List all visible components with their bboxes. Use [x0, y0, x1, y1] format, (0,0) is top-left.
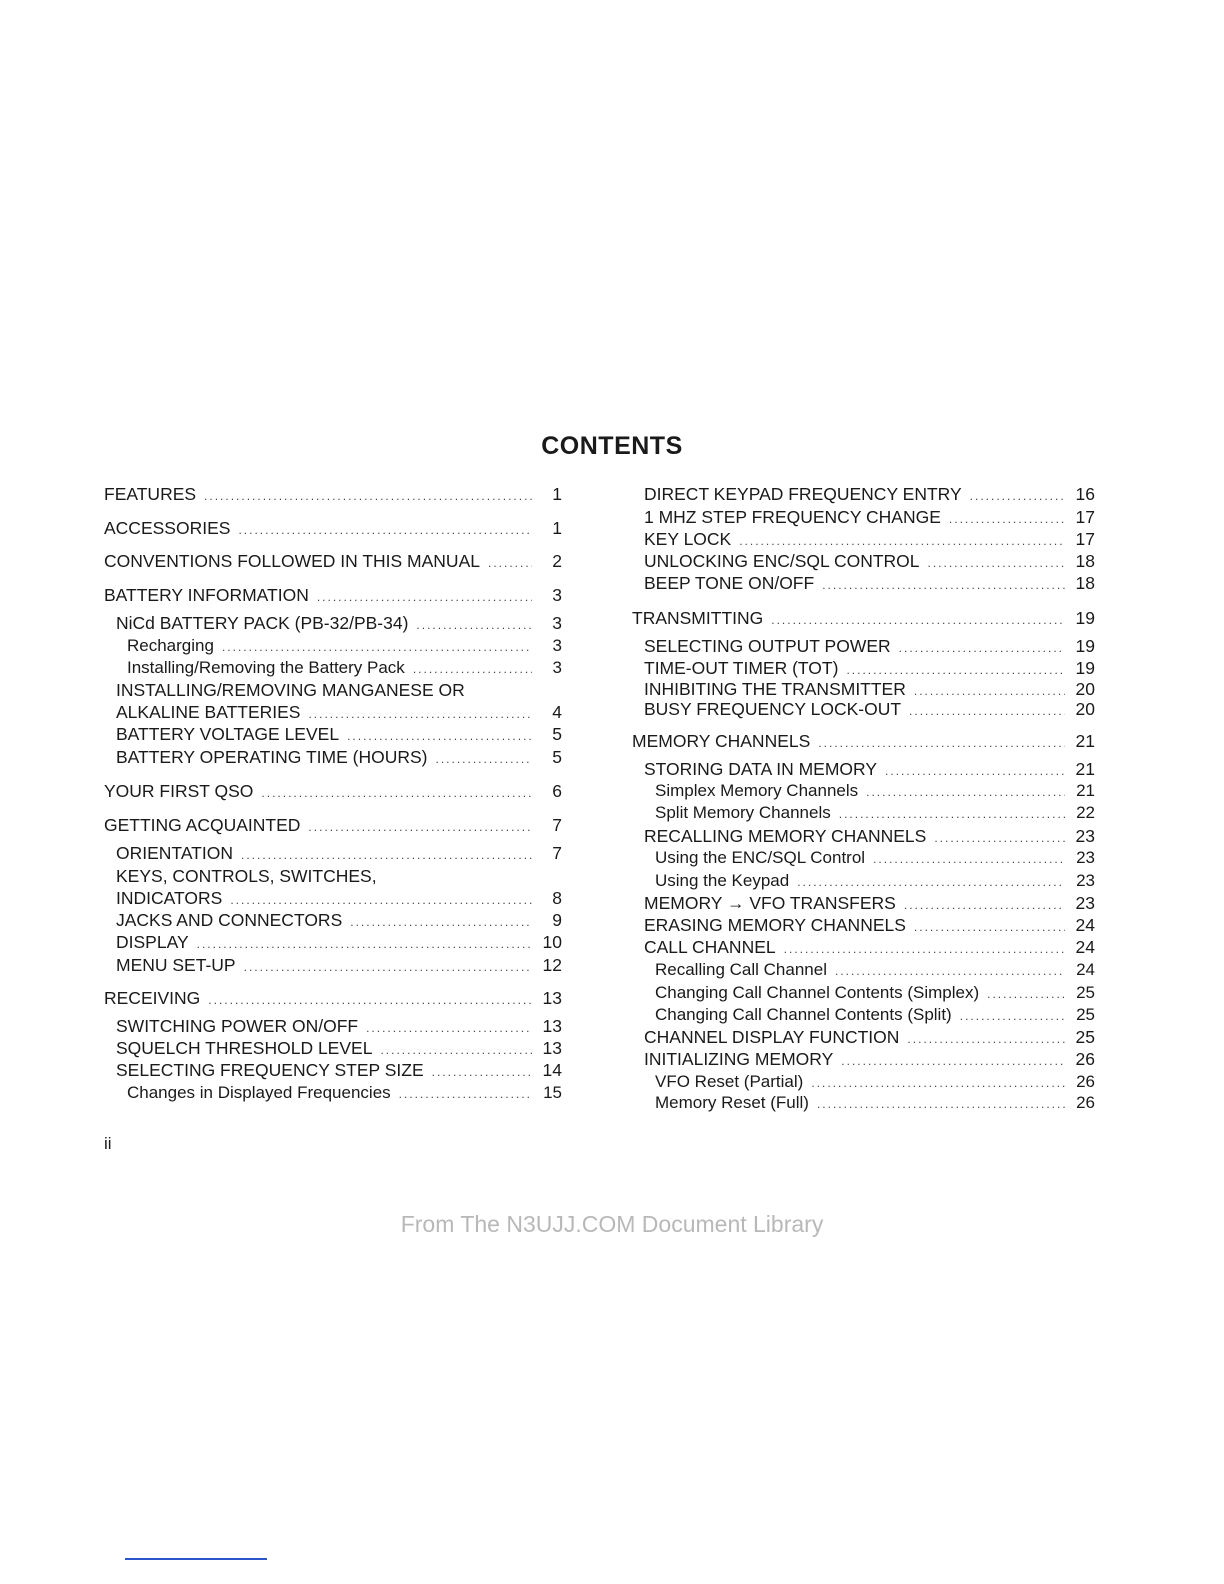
toc-entry-title: KEYS, CONTROLS, SWITCHES, [116, 866, 377, 886]
toc-entry-page: 19 [1075, 608, 1095, 628]
toc-leader-dots [739, 534, 1065, 548]
toc-leader-dots [899, 641, 1065, 655]
toc-leader-dots [797, 875, 1065, 889]
toc-leader-dots [835, 964, 1065, 978]
toc-entry-page: 25 [1076, 1005, 1095, 1024]
toc-entry [104, 1083, 562, 1105]
toc-entry-page: 4 [552, 702, 562, 722]
toc-leader-dots [914, 920, 1065, 934]
toc-leader-dots [846, 663, 1065, 677]
toc-entry-title: Using the Keypad [655, 871, 790, 890]
toc-leader-dots [822, 578, 1065, 592]
toc-entry-title: GETTING ACQUAINTED [104, 815, 301, 835]
toc-entry-page: 13 [542, 988, 562, 1008]
toc-entry-page: 26 [1076, 1093, 1095, 1112]
toc-entry [104, 1060, 562, 1082]
toc-entry-title: ERASING MEMORY CHANNELS [644, 915, 906, 935]
toc-entry-title: DIRECT KEYPAD FREQUENCY ENTRY [644, 484, 962, 504]
toc-entry [632, 608, 1095, 630]
toc-entry [104, 910, 562, 932]
toc-entry-page: 7 [552, 815, 562, 835]
toc-entry [632, 573, 1095, 595]
toc-entry [632, 731, 1095, 753]
toc-entry [632, 529, 1095, 551]
toc-entry [104, 955, 562, 977]
toc-entry-page: 21 [1075, 759, 1095, 779]
toc-entry-page: 16 [1075, 484, 1095, 504]
toc-entry [104, 658, 562, 680]
toc-entry [632, 937, 1095, 959]
toc-entry [104, 724, 562, 746]
toc-leader-dots [347, 729, 532, 743]
toc-entry [104, 680, 562, 702]
toc-entry-title: JACKS AND CONNECTORS [116, 910, 343, 930]
toc-leader-dots [308, 820, 532, 834]
toc-entry-page: 21 [1075, 731, 1095, 751]
toc-entry-title: Changing Call Channel Contents (Simplex) [655, 983, 980, 1002]
toc-entry-page: 1 [552, 484, 562, 504]
toc-entry-title: Installing/Removing the Battery Pack [127, 658, 405, 677]
toc-entry-title: RECEIVING [104, 988, 201, 1008]
toc-entry-page: 5 [552, 724, 562, 744]
toc-entry-page: 26 [1076, 1072, 1095, 1091]
toc-entry [632, 915, 1095, 937]
toc-entry-title: BEEP TONE ON/OFF [644, 573, 815, 593]
toc-entry-page: 18 [1075, 551, 1095, 571]
toc-leader-dots [435, 752, 532, 766]
toc-entry-title: BATTERY INFORMATION [104, 585, 309, 605]
toc-entry [104, 518, 562, 540]
toc-entry [104, 988, 562, 1010]
toc-entry-page: 21 [1076, 781, 1095, 800]
toc-entry [104, 888, 562, 910]
toc-leader-dots [949, 512, 1065, 526]
toc-entry [632, 1005, 1095, 1027]
toc-leader-dots [197, 937, 532, 951]
toc-entry [104, 932, 562, 954]
toc-entry-title: INHIBITING THE TRANSMITTER [644, 679, 906, 699]
toc-entry [632, 848, 1095, 870]
toc-entry [632, 893, 1095, 915]
toc-leader-dots [904, 898, 1065, 912]
toc-entry [632, 759, 1095, 781]
toc-entry-page: 14 [542, 1060, 562, 1080]
toc-entry-title: TIME-OUT TIMER (TOT) [644, 658, 839, 678]
toc-leader-dots [818, 736, 1065, 750]
toc-leader-dots [222, 640, 532, 654]
toc-entry-page: 3 [552, 636, 562, 655]
toc-leader-dots [244, 960, 532, 974]
page-title: CONTENTS [541, 432, 683, 460]
toc-entry-title: SQUELCH THRESHOLD LEVEL [116, 1038, 373, 1058]
toc-entry-page: 23 [1075, 893, 1095, 913]
toc-entry-title: Changes in Displayed Frequencies [127, 1083, 391, 1102]
toc-entry-title: NiCd BATTERY PACK (PB-32/PB-34) [116, 613, 409, 633]
toc-entry [104, 815, 562, 837]
library-footer: From The N3UJJ.COM Document Library [400, 1211, 824, 1237]
toc-entry-page: 13 [542, 1016, 562, 1036]
toc-entry-title: ALKALINE BATTERIES [116, 702, 301, 722]
toc-entry-page: 19 [1075, 658, 1095, 678]
toc-entry-page: 2 [552, 551, 562, 571]
toc-entry [104, 585, 562, 607]
toc-entry-title: SELECTING FREQUENCY STEP SIZE [116, 1060, 424, 1080]
toc-leader-dots [366, 1021, 532, 1035]
toc-entry-page: 22 [1076, 803, 1095, 822]
toc-entry-title: MEMORY CHANNELS [632, 731, 811, 751]
toc-entry [632, 699, 1095, 721]
toc-leader-dots [934, 831, 1065, 845]
toc-entry [104, 866, 562, 888]
toc-entry [632, 803, 1095, 825]
toc-leader-dots [230, 893, 532, 907]
toc-leader-dots [987, 987, 1065, 1001]
toc-entry-title: CHANNEL DISPLAY FUNCTION [644, 1027, 900, 1047]
toc-leader-dots [885, 764, 1065, 778]
toc-leader-dots [488, 556, 532, 570]
toc-entry [632, 636, 1095, 658]
toc-entry [632, 826, 1095, 848]
toc-leader-dots [839, 807, 1065, 821]
toc-entry-title: BATTERY OPERATING TIME (HOURS) [116, 747, 428, 767]
toc-entry [104, 551, 562, 573]
toc-entry-page: 23 [1076, 848, 1095, 867]
toc-leader-dots [380, 1043, 532, 1057]
toc-entry-page: 25 [1076, 983, 1095, 1002]
toc-leader-dots [960, 1009, 1065, 1023]
page-number: ii [104, 1134, 112, 1153]
toc-leader-dots [907, 1032, 1065, 1046]
toc-entry-page: 3 [552, 585, 562, 605]
toc-entry-page: 12 [542, 955, 562, 975]
toc-leader-dots [771, 613, 1065, 627]
toc-leader-dots [866, 785, 1065, 799]
toc-entry-page: 25 [1075, 1027, 1095, 1047]
toc-entry-title: Split Memory Channels [655, 803, 831, 822]
toc-entry-title: INSTALLING/REMOVING MANGANESE OR [116, 680, 465, 700]
toc-entry-title: BUSY FREQUENCY LOCK-OUT [644, 699, 902, 719]
toc-leader-dots [873, 852, 1065, 866]
toc-entry [632, 781, 1095, 803]
toc-entry-page: 7 [552, 843, 562, 863]
toc-entry-page: 18 [1075, 573, 1095, 593]
toc-entry-title: RECALLING MEMORY CHANNELS [644, 826, 927, 846]
toc-entry [632, 1093, 1095, 1115]
toc-entry [104, 484, 562, 506]
toc-entry-title: UNLOCKING ENC/SQL CONTROL [644, 551, 920, 571]
toc-entry-title: 1 MHZ STEP FREQUENCY CHANGE [644, 507, 941, 527]
toc-entry [632, 983, 1095, 1005]
toc-entry-page: 19 [1075, 636, 1095, 656]
toc-entry-title: VFO Reset (Partial) [655, 1072, 804, 1091]
toc-entry-page: 3 [552, 613, 562, 633]
toc-entry [104, 747, 562, 769]
toc-leader-dots [432, 1065, 532, 1079]
toc-entry-title: MENU SET-UP [116, 955, 236, 975]
toc-leader-dots [317, 590, 532, 604]
toc-entry-page: 6 [552, 781, 562, 801]
toc-leader-dots [350, 915, 532, 929]
toc-entry [104, 702, 562, 724]
toc-entry-title: BATTERY VOLTAGE LEVEL [116, 724, 340, 744]
toc-entry-title: Recharging [127, 636, 214, 655]
toc-entry-page: 24 [1075, 937, 1095, 957]
toc-entry [104, 1038, 562, 1060]
toc-entry-title: FEATURES [104, 484, 197, 504]
toc-entry-title: SWITCHING POWER ON/OFF [116, 1016, 359, 1036]
toc-entry [632, 551, 1095, 573]
toc-entry-title: YOUR FIRST QSO [104, 781, 254, 801]
toc-leader-dots [413, 662, 532, 676]
toc-entry-page: 24 [1076, 960, 1095, 979]
toc-leader-dots [208, 993, 532, 1007]
toc-entry-title: Memory Reset (Full) [655, 1093, 809, 1112]
toc-leader-dots [841, 1054, 1065, 1068]
toc-entry [632, 1027, 1095, 1049]
toc-entry [632, 1072, 1095, 1094]
toc-entry-page: 9 [552, 910, 562, 930]
toc-leader-dots [784, 942, 1065, 956]
toc-entry [104, 843, 562, 865]
toc-leader-dots [204, 489, 532, 503]
toc-entry-title: INITIALIZING MEMORY [644, 1049, 834, 1069]
toc-entry-page: 5 [552, 747, 562, 767]
toc-leader-dots [909, 704, 1065, 718]
toc-entry [632, 679, 1095, 701]
toc-entry-page: 13 [542, 1038, 562, 1058]
toc-entry-title: STORING DATA IN MEMORY [644, 759, 878, 779]
toc-leader-dots [970, 489, 1065, 503]
toc-entry-title: INDICATORS [116, 888, 223, 908]
toc-entry-title: ACCESSORIES [104, 518, 231, 538]
toc-entry-title: MEMORY → VFO TRANSFERS [644, 893, 896, 913]
toc-entry-title: Simplex Memory Channels [655, 781, 859, 800]
toc-entry-page: 26 [1075, 1049, 1095, 1069]
toc-entry-title: CALL CHANNEL [644, 937, 776, 957]
toc-leader-dots [241, 848, 532, 862]
toc-entry [632, 484, 1095, 506]
toc-leader-dots [308, 707, 532, 721]
toc-entry-title: Using the ENC/SQL Control [655, 848, 866, 867]
toc-leader-dots [811, 1076, 1065, 1090]
toc-entry-title: Recalling Call Channel [655, 960, 827, 979]
toc-entry-page: 20 [1075, 679, 1095, 699]
toc-leader-dots [238, 523, 532, 537]
toc-entry [104, 636, 562, 658]
toc-entry [632, 871, 1095, 893]
toc-entry-page: 10 [542, 932, 562, 952]
toc-entry-page: 20 [1075, 699, 1095, 719]
toc-entry-title: ORIENTATION [116, 843, 233, 863]
toc-leader-dots [914, 684, 1065, 698]
toc-entry-title: TRANSMITTING [632, 608, 764, 628]
toc-entry-page: 23 [1076, 871, 1095, 890]
toc-entry-title: SELECTING OUTPUT POWER [644, 636, 891, 656]
toc-entry [632, 507, 1095, 529]
toc-entry-page: 3 [552, 658, 562, 677]
toc-entry-page: 1 [552, 518, 562, 538]
toc-entry-page: 24 [1075, 915, 1095, 935]
toc-entry-page: 15 [543, 1083, 562, 1102]
toc-leader-dots [928, 556, 1065, 570]
toc-entry-title: CONVENTIONS FOLLOWED IN THIS MANUAL [104, 551, 480, 571]
toc-entry-title: DISPLAY [116, 932, 189, 952]
toc-entry [632, 960, 1095, 982]
toc-entry [632, 658, 1095, 680]
toc-leader-dots [261, 786, 532, 800]
toc-entry-page: 23 [1075, 826, 1095, 846]
toc-entry [104, 613, 562, 635]
toc-entry-page: 17 [1075, 529, 1095, 549]
toc-entry-title: KEY LOCK [644, 529, 732, 549]
bottom-rule [125, 1558, 267, 1560]
toc-leader-dots [817, 1097, 1065, 1111]
toc-entry-page: 8 [552, 888, 562, 908]
toc-leader-dots [416, 618, 532, 632]
toc-leader-dots [399, 1087, 532, 1101]
toc-entry [632, 1049, 1095, 1071]
toc-entry-page: 17 [1075, 507, 1095, 527]
toc-entry [104, 1016, 562, 1038]
toc-entry [104, 781, 562, 803]
toc-entry-title: Changing Call Channel Contents (Split) [655, 1005, 952, 1024]
